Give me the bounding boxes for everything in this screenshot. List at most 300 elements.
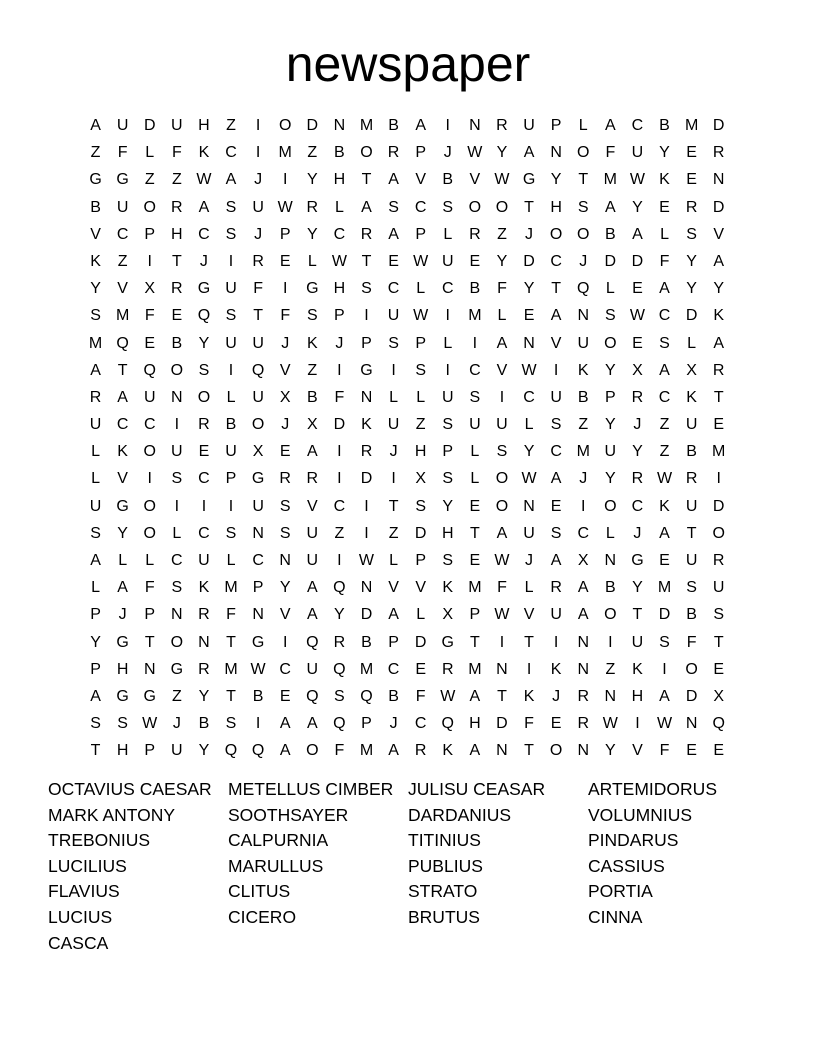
grid-letter: R (441, 660, 454, 678)
grid-letter: M (468, 660, 482, 678)
grid-letter: Y (198, 742, 210, 760)
grid-letter: B (361, 633, 372, 651)
grid-letter: H (333, 280, 346, 298)
grid-letter: N (604, 552, 617, 569)
grid-letter: U (441, 388, 454, 406)
grid-letter: N (685, 715, 698, 733)
grid-letter: P (225, 470, 237, 488)
grid-row (82, 601, 732, 628)
grid-letter: E (632, 280, 643, 298)
grid-letter: Z (171, 687, 182, 705)
grid-letter: F (659, 742, 670, 760)
grid-letter: M (712, 443, 726, 461)
grid-letter: T (578, 171, 589, 189)
grid-letter: K (306, 334, 318, 352)
grid-letter: B (686, 606, 697, 624)
grid-letter: R (198, 416, 210, 434)
grid-letter: U (631, 633, 644, 651)
grid-letter: K (523, 687, 535, 705)
grid-letter: Y (686, 280, 697, 298)
grid-letter: O (685, 660, 698, 678)
grid-letter: W (467, 144, 483, 162)
grid-letter: G (631, 552, 644, 569)
grid-letter: K (550, 660, 562, 678)
grid-letter: Q (577, 280, 590, 298)
grid-letter: R (685, 470, 698, 488)
grid-letter: I (228, 497, 234, 515)
grid-letter: J (254, 225, 263, 243)
grid-letter: S (686, 225, 697, 243)
grid-letter: M (359, 117, 374, 134)
grid-letter: W (196, 171, 212, 189)
grid-letter: R (631, 470, 644, 488)
word-list-item: TITINIUS (408, 830, 481, 851)
grid-letter: Y (523, 280, 535, 298)
grid-letter: A (388, 171, 399, 189)
grid-letter: H (171, 225, 183, 243)
grid-letter: O (197, 388, 211, 406)
grid-letter: T (144, 633, 155, 651)
grid-letter: I (255, 715, 261, 733)
grid-letter: N (252, 524, 264, 542)
grid-letter: J (172, 715, 181, 733)
grid-letter: E (279, 443, 291, 461)
grid-letter: X (144, 280, 156, 298)
grid-letter: M (657, 579, 672, 597)
grid-letter: G (251, 633, 265, 651)
grid-row (82, 629, 732, 656)
grid-letter: Z (334, 524, 345, 542)
grid-letter: A (713, 334, 725, 352)
grid-letter: J (281, 334, 290, 352)
grid-letter: N (577, 742, 590, 760)
grid-letter: R (712, 361, 725, 379)
grid-letter: L (416, 606, 426, 624)
grid-letter: Q (712, 715, 725, 733)
grid-letter: M (603, 171, 617, 189)
grid-letter: S (225, 225, 237, 243)
grid-letter: R (577, 687, 590, 705)
word-list-item: LUCIUS (48, 906, 113, 927)
grid-letter: W (413, 252, 429, 270)
grid-letter: V (117, 470, 128, 488)
grid-letter: Y (604, 742, 616, 760)
grid-letter: K (659, 171, 670, 189)
grid-letter: J (335, 334, 344, 352)
grid-letter: L (443, 225, 453, 243)
grid-letter: Y (90, 280, 101, 298)
grid-letter: F (334, 742, 345, 760)
grid-letter: L (334, 198, 344, 216)
grid-letter: M (468, 579, 482, 597)
grid-letter: T (469, 633, 480, 651)
grid-letter: Y (334, 606, 345, 624)
grid-letter: K (198, 144, 210, 162)
grid-letter: W (142, 715, 158, 733)
grid-letter: R (306, 198, 319, 216)
grid-letter: R (631, 388, 644, 406)
grid-letter: N (198, 633, 210, 651)
grid-letter: K (713, 307, 725, 325)
grid-letter: U (116, 117, 129, 134)
page-title: newspaper (285, 36, 531, 92)
grid-letter: R (333, 633, 346, 651)
grid-letter: O (170, 361, 184, 379)
grid-letter: N (171, 606, 183, 624)
grid-letter: Q (333, 660, 346, 678)
grid-letter: A (496, 334, 508, 352)
grid-letter: G (89, 171, 102, 189)
grid-letter: E (659, 552, 670, 569)
grid-letter: A (713, 252, 725, 270)
grid-letter: A (577, 606, 589, 624)
grid-letter: D (685, 307, 698, 325)
grid-letter: U (252, 334, 264, 352)
grid-letter: F (171, 144, 182, 162)
grid-letter: J (254, 171, 263, 189)
grid-letter: I (499, 388, 505, 406)
grid-letter: A (361, 198, 372, 216)
grid-letter: U (712, 579, 725, 597)
grid-letter: D (712, 117, 725, 134)
grid-letter: C (550, 252, 562, 270)
grid-letter: O (604, 497, 617, 515)
grid-letter: J (389, 443, 398, 461)
grid-letter: L (470, 443, 480, 461)
grid-letter: R (306, 470, 319, 488)
grid-letter: I (147, 470, 152, 488)
grid-letter: X (713, 687, 725, 705)
grid-letter: G (306, 280, 319, 298)
grid-letter: K (90, 252, 101, 270)
grid-letter: Y (306, 171, 318, 189)
grid-letter: X (442, 606, 454, 624)
grid-letter: M (359, 660, 374, 678)
grid-letter: P (415, 552, 426, 569)
grid-letter: S (306, 307, 318, 325)
grid-letter: A (604, 198, 616, 216)
grid-letter: Y (604, 361, 616, 379)
grid-letter: B (388, 687, 399, 705)
grid-letter: P (90, 660, 101, 678)
grid-letter: N (333, 117, 346, 134)
grid-letter: P (388, 633, 399, 651)
grid-letter: B (306, 388, 318, 406)
grid-letter: A (550, 552, 562, 569)
grid-letter: C (333, 225, 346, 243)
grid-letter: U (171, 742, 183, 760)
grid-letter: A (306, 715, 318, 733)
grid-letter: T (632, 606, 643, 624)
grid-letter: N (712, 171, 725, 189)
grid-letter: Q (441, 715, 454, 733)
grid-letter: G (116, 633, 129, 651)
grid-letter: C (577, 524, 590, 542)
grid-letter: U (387, 307, 400, 325)
grid-letter: C (198, 225, 210, 243)
grid-letter: I (337, 443, 342, 461)
grid-letter: N (469, 117, 481, 134)
grid-letter: U (89, 497, 102, 515)
grid-letter: J (633, 524, 642, 542)
grid-letter: A (632, 225, 643, 243)
grid-letter: A (90, 117, 101, 134)
grid-letter: P (415, 144, 426, 162)
grid-letter: V (306, 497, 318, 515)
grid-letter: Y (632, 443, 643, 461)
grid-letter: I (608, 633, 613, 651)
grid-letter: C (198, 470, 210, 488)
grid-letter: R (198, 660, 210, 678)
grid-letter: L (660, 225, 669, 243)
grid-letter: A (388, 606, 399, 624)
grid-letter: A (388, 225, 399, 243)
grid-letter: O (306, 742, 319, 760)
grid-letter: V (415, 579, 426, 597)
grid-letter: Z (415, 416, 426, 434)
grid-letter: J (579, 252, 588, 270)
grid-letter: R (414, 742, 427, 760)
grid-letter: N (252, 606, 264, 624)
grid-letter: U (198, 552, 210, 569)
grid-letter: W (629, 171, 645, 189)
grid-letter: R (252, 252, 264, 270)
grid-letter: O (604, 334, 617, 352)
grid-letter: W (521, 470, 537, 488)
grid-letter: F (497, 280, 507, 298)
grid-letter: F (605, 144, 616, 162)
grid-letter: P (361, 715, 372, 733)
grid-letter: W (413, 307, 429, 325)
grid-letter: A (117, 579, 128, 597)
grid-letter: T (469, 524, 480, 542)
grid-letter: U (550, 388, 562, 406)
grid-letter: P (361, 334, 372, 352)
grid-letter: R (171, 280, 183, 298)
grid-letter: R (712, 552, 725, 569)
grid-letter: F (280, 307, 291, 325)
grid-letter: J (389, 715, 398, 733)
grid-letter: F (497, 579, 507, 597)
grid-letter: S (442, 470, 454, 488)
grid-letter: L (416, 280, 426, 298)
grid-letter: N (496, 660, 508, 678)
grid-letter: B (659, 117, 670, 134)
grid-letter: K (686, 388, 697, 406)
grid-letter: U (252, 497, 264, 515)
grid-letter: T (361, 171, 372, 189)
grid-letter: T (361, 252, 372, 270)
grid-letter: W (250, 660, 266, 678)
grid-letter: N (279, 552, 291, 569)
grid-letter: Y (632, 198, 643, 216)
grid-letter: W (656, 715, 673, 733)
grid-letter: L (605, 524, 615, 542)
grid-letter: C (631, 497, 644, 515)
grid-letter: J (199, 252, 208, 270)
grid-letter: L (91, 470, 100, 488)
grid-letter: M (88, 334, 103, 352)
grid-letter: L (145, 144, 155, 162)
grid-letter: L (443, 334, 453, 352)
grid-letter: P (334, 307, 345, 325)
word-list-item: METELLUS CIMBER (228, 779, 394, 799)
grid-letter: T (497, 687, 507, 705)
grid-letter: E (686, 171, 697, 189)
grid-row (82, 520, 732, 547)
grid-letter: U (577, 334, 590, 352)
grid-letter: R (360, 443, 373, 461)
grid-letter: A (550, 470, 562, 488)
grid-letter: S (279, 524, 291, 542)
word-list-item: STRATO (408, 881, 478, 902)
word-list (48, 777, 788, 956)
grid-letter: I (581, 497, 586, 515)
grid-letter: S (361, 280, 372, 298)
grid-letter: G (522, 171, 536, 189)
grid-letter: P (604, 388, 616, 406)
grid-letter: U (171, 443, 183, 461)
grid-letter: C (658, 307, 671, 325)
grid-letter: Q (224, 742, 238, 760)
grid-letter: F (117, 144, 128, 162)
grid-letter: N (143, 660, 156, 678)
word-list-item: FLAVIUS (48, 881, 120, 902)
grid-letter: F (144, 579, 155, 597)
grid-letter: U (225, 334, 237, 352)
grid-letter: E (713, 660, 725, 678)
grid-letter: L (172, 524, 182, 542)
grid-letter: A (496, 524, 508, 542)
grid-letter: S (496, 443, 508, 461)
grid-letter: H (414, 443, 427, 461)
grid-letter: G (170, 660, 184, 678)
grid-row (82, 357, 732, 384)
grid-letter: E (469, 552, 481, 569)
grid-letter: E (415, 660, 426, 678)
grid-letter: L (145, 552, 155, 569)
grid-letter: U (441, 252, 454, 270)
grid-letter: S (388, 198, 399, 216)
grid-letter: I (337, 361, 342, 379)
grid-letter: D (658, 606, 671, 624)
grid-letter: B (442, 171, 454, 189)
grid-letter: S (713, 606, 725, 624)
grid-letter: U (685, 552, 698, 569)
grid-letter: U (225, 280, 237, 298)
grid-letter: P (90, 606, 101, 624)
grid-letter: T (713, 633, 724, 651)
grid-letter: A (306, 579, 318, 597)
grid-letter: Q (306, 687, 319, 705)
grid-letter: N (577, 307, 590, 325)
grid-letter: B (225, 416, 237, 434)
grid-letter: Z (605, 660, 616, 678)
grid-letter: E (279, 252, 291, 270)
grid-row (82, 411, 732, 438)
grid-letter: U (685, 497, 698, 515)
grid-letter: E (632, 334, 643, 352)
grid-letter: T (117, 361, 128, 379)
grid-letter: U (685, 416, 698, 434)
word-list-item: BRUTUS (408, 906, 480, 927)
grid-letter: F (686, 633, 697, 651)
grid-letter: W (656, 470, 673, 488)
word-list-item: VOLUMNIUS (588, 804, 693, 825)
grid-letter: I (499, 633, 505, 651)
grid-letter: T (524, 742, 534, 760)
grid-letter: A (279, 715, 291, 733)
grid-letter: S (279, 497, 291, 515)
grid-letter: L (91, 579, 100, 597)
grid-letter: S (415, 497, 426, 515)
grid-letter: E (144, 334, 156, 352)
grid-letter: C (387, 280, 400, 298)
grid-letter: O (143, 524, 156, 542)
grid-letter: J (525, 225, 534, 243)
grid-letter: U (604, 443, 617, 461)
grid-letter: A (659, 524, 670, 542)
grid-row (82, 112, 732, 139)
grid-letter: X (306, 416, 318, 434)
grid-letter: O (549, 742, 563, 760)
grid-letter: X (632, 361, 643, 379)
grid-letter: A (306, 443, 318, 461)
grid-letter: C (523, 388, 535, 406)
grid-letter: U (306, 552, 319, 569)
grid-letter: H (550, 198, 562, 216)
grid-letter: Z (659, 416, 670, 434)
grid-letter: S (442, 198, 454, 216)
grid-letter: Z (497, 225, 507, 243)
grid-letter: V (117, 280, 128, 298)
grid-letter: U (550, 606, 562, 624)
word-list-item: PORTIA (588, 881, 653, 902)
grid-letter: S (225, 524, 237, 542)
grid-letter: Z (388, 524, 399, 542)
grid-letter: U (306, 524, 319, 542)
word-list-item: OCTAVIUS CAESAR (48, 779, 212, 799)
grid-letter: R (89, 388, 102, 406)
grid-letter: U (631, 144, 644, 162)
grid-letter: N (577, 660, 590, 678)
grid-row (82, 493, 732, 520)
grid-letter: U (143, 388, 156, 406)
grid-letter: Q (251, 742, 265, 760)
grid-letter: W (602, 715, 618, 733)
grid-letter: Q (116, 334, 129, 352)
grid-letter: P (252, 579, 264, 597)
grid-letter: A (523, 144, 535, 162)
grid-letter: Q (251, 361, 265, 379)
grid-letter: S (198, 361, 210, 379)
grid-row (82, 710, 732, 737)
grid-letter: L (226, 388, 236, 406)
grid-letter: T (551, 280, 562, 298)
grid-letter: P (550, 117, 562, 134)
word-list-item: CASSIUS (588, 855, 665, 876)
grid-letter: G (360, 361, 373, 379)
grid-letter: Y (442, 497, 454, 515)
grid-row (82, 656, 732, 683)
grid-letter: A (90, 687, 101, 705)
grid-letter: X (577, 552, 589, 569)
grid-letter: T (524, 633, 534, 651)
grid-letter: C (469, 361, 481, 379)
grid-letter: F (253, 280, 263, 298)
grid-letter: I (716, 470, 721, 488)
grid-letter: M (359, 742, 374, 760)
